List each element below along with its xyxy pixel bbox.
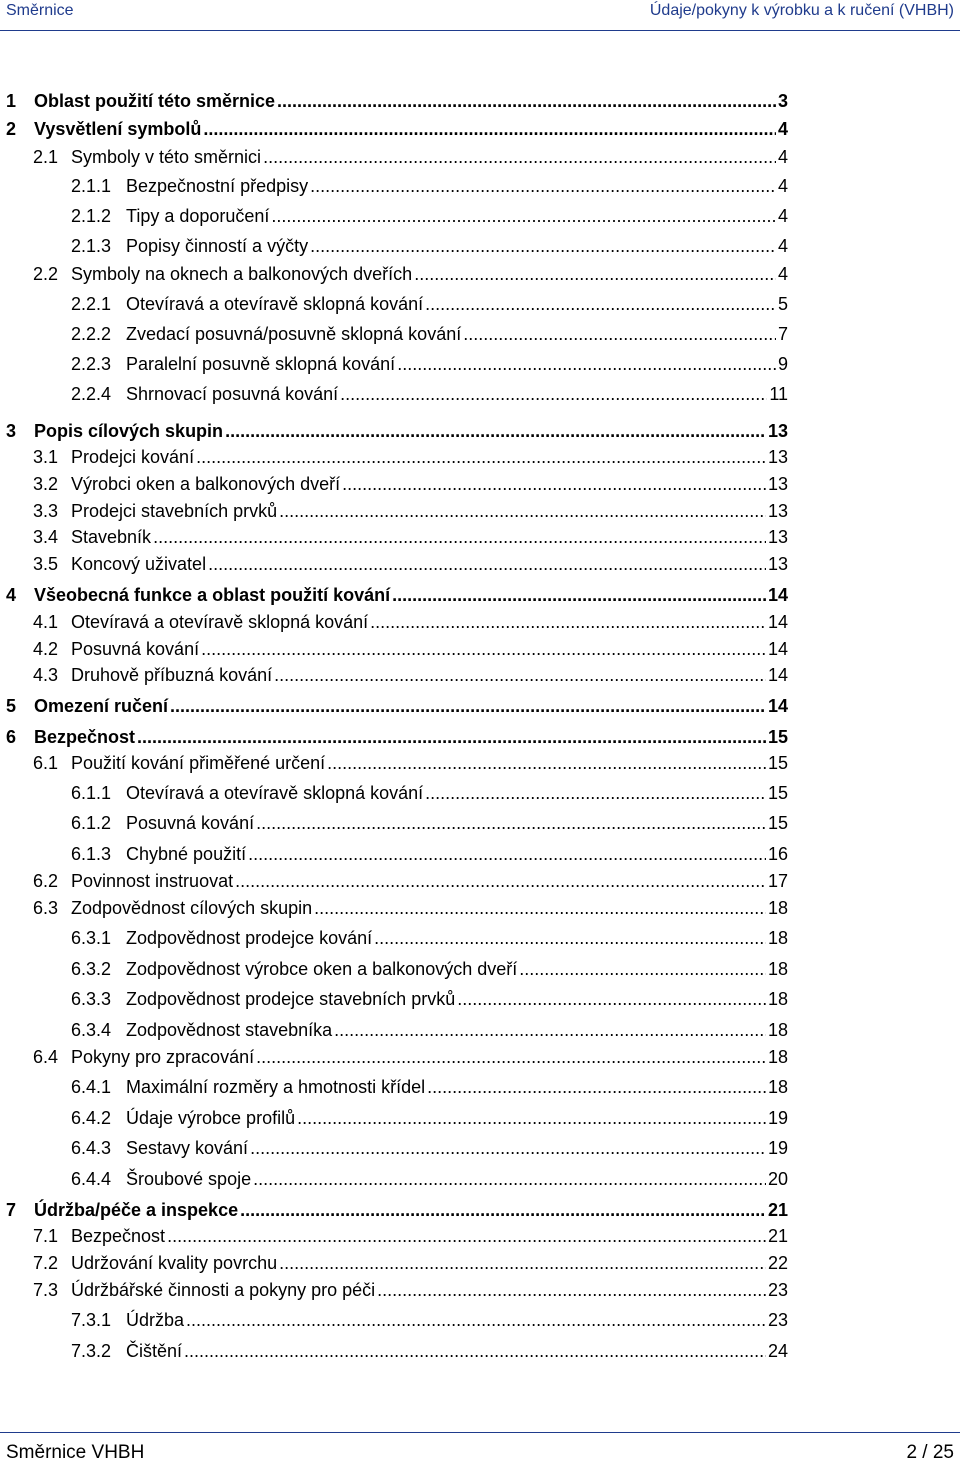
toc-dot-leader xyxy=(427,1077,766,1098)
toc-entry-title: Údaje výrobce profilů xyxy=(126,1108,296,1128)
toc-dot-leader xyxy=(250,1138,766,1159)
toc-entry-number: 2.1.3 xyxy=(71,236,112,256)
toc-entry[interactable] xyxy=(6,176,788,200)
toc-entry-number: 2.1 xyxy=(33,147,59,167)
toc-entry-title: Bezpečnost xyxy=(71,1226,166,1246)
toc-entry-number: 3.1 xyxy=(33,447,59,467)
toc-entry[interactable] xyxy=(6,1077,788,1101)
toc-entry-number: 2 xyxy=(6,119,17,139)
toc-entry-page: 19 xyxy=(767,1108,788,1128)
toc-entry-number: 2.2 xyxy=(33,264,59,284)
toc-dot-leader xyxy=(327,753,766,774)
toc-entry-page: 13 xyxy=(767,554,788,574)
toc-dot-leader xyxy=(186,1310,766,1331)
toc-entry[interactable] xyxy=(6,612,788,636)
toc-entry-number: 4.3 xyxy=(33,665,59,685)
toc-entry-number: 1 xyxy=(6,91,17,111)
toc-dot-leader xyxy=(340,384,767,405)
toc-dot-leader xyxy=(256,1047,766,1068)
toc-entry-title: Šroubové spoje xyxy=(126,1169,252,1189)
toc-entry-page: 4 xyxy=(777,119,788,139)
toc-entry-page: 22 xyxy=(767,1253,788,1273)
toc-entry-number: 7.3.1 xyxy=(71,1310,112,1330)
toc-entry[interactable] xyxy=(6,447,788,471)
toc-entry-number: 6.3.3 xyxy=(71,989,112,1009)
header-document-type: Směrnice xyxy=(6,2,74,19)
toc-entry-page: 15 xyxy=(767,727,788,747)
toc-entry-title: Výrobci oken a balkonových dveří xyxy=(71,474,341,494)
toc-entry[interactable] xyxy=(6,696,788,720)
toc-entry-page: 5 xyxy=(777,294,788,314)
toc-dot-leader xyxy=(274,665,766,686)
toc-entry-title: Otevíravá a otevíravě sklopná kování xyxy=(71,612,369,632)
toc-entry-title: Maximální rozměry a hmotnosti křídel xyxy=(126,1077,426,1097)
toc-entry-page: 4 xyxy=(777,147,788,167)
toc-entry[interactable] xyxy=(6,119,788,143)
toc-dot-leader xyxy=(208,554,766,575)
toc-entry-page: 13 xyxy=(767,474,788,494)
toc-entry[interactable] xyxy=(6,1253,788,1277)
toc-dot-leader xyxy=(279,501,766,522)
toc-entry-title: Povinnost instruovat xyxy=(71,871,234,891)
toc-entry-title: Udržování kvality povrchu xyxy=(71,1253,278,1273)
toc-entry-page: 18 xyxy=(767,989,788,1009)
toc-entry-number: 6.3.2 xyxy=(71,959,112,979)
toc-entry-number: 6.4.1 xyxy=(71,1077,112,1097)
toc-dot-leader xyxy=(519,959,766,980)
toc-dot-leader xyxy=(392,585,766,606)
toc-entry-page: 16 xyxy=(767,844,788,864)
toc-entry-title: Zodpovědnost výrobce oken a balkonových dveří xyxy=(126,959,518,979)
toc-entry-page: 14 xyxy=(767,639,788,659)
toc-entry-page: 7 xyxy=(777,324,788,344)
toc-entry-number: 2.2.3 xyxy=(71,354,112,374)
toc-dot-leader xyxy=(263,147,776,168)
toc-dot-leader xyxy=(457,989,766,1010)
toc-entry-page: 24 xyxy=(767,1341,788,1361)
toc-dot-leader xyxy=(137,727,766,748)
toc-entry-title: Popis cílových skupin xyxy=(34,421,224,441)
toc-entry[interactable] xyxy=(6,91,788,115)
toc-entry-title: Popisy činností a výčty xyxy=(126,236,309,256)
toc-entry-number: 3.3 xyxy=(33,501,59,521)
toc-entry-number: 6.1 xyxy=(33,753,59,773)
toc-entry[interactable] xyxy=(6,813,788,837)
toc-dot-leader xyxy=(397,354,776,375)
toc-entry-number: 7.1 xyxy=(33,1226,59,1246)
toc-entry-page: 18 xyxy=(767,1077,788,1097)
toc-entry-number: 6.3 xyxy=(33,898,59,918)
toc-entry-number: 3.2 xyxy=(33,474,59,494)
toc-entry[interactable] xyxy=(6,989,788,1013)
toc-entry-title: Druhově příbuzná kování xyxy=(71,665,273,685)
toc-entry[interactable] xyxy=(6,421,788,445)
toc-entry[interactable] xyxy=(6,871,788,895)
toc-dot-leader xyxy=(184,1341,766,1362)
toc-entry[interactable] xyxy=(6,727,788,751)
toc-dot-leader xyxy=(310,236,776,257)
toc-entry-title: Čištění xyxy=(126,1341,183,1361)
toc-entry-number: 5 xyxy=(6,696,17,716)
toc-entry-number: 2.2.4 xyxy=(71,384,112,404)
toc-entry-page: 18 xyxy=(767,959,788,979)
toc-entry-page: 13 xyxy=(767,527,788,547)
toc-entry-page: 15 xyxy=(767,753,788,773)
header-document-title: Údaje/pokyny k výrobku a k ručení (VHBH) xyxy=(649,2,954,19)
toc-entry[interactable] xyxy=(6,1138,788,1162)
toc-entry-page: 18 xyxy=(767,1047,788,1067)
toc-entry-title: Symboly na oknech a balkonových dveřích xyxy=(71,264,413,284)
toc-entry-page: 21 xyxy=(767,1200,788,1220)
toc-entry-page: 17 xyxy=(767,871,788,891)
toc-entry-number: 6.4 xyxy=(33,1047,59,1067)
toc-entry-page: 11 xyxy=(769,384,788,404)
toc-entry-title: Údržbářské činnosti a pokyny pro péči xyxy=(71,1280,376,1300)
toc-dot-leader xyxy=(170,696,766,717)
toc-entry-page: 20 xyxy=(767,1169,788,1189)
toc-entry[interactable] xyxy=(6,1108,788,1132)
toc-entry-page: 15 xyxy=(767,783,788,803)
toc-entry-title: Údržba/péče a inspekce xyxy=(34,1200,239,1220)
toc-dot-leader xyxy=(370,612,766,633)
toc-dot-leader xyxy=(297,1108,766,1129)
toc-entry[interactable] xyxy=(6,585,788,609)
toc-entry[interactable] xyxy=(6,1047,788,1071)
toc-entry[interactable] xyxy=(6,753,788,777)
toc-dot-leader xyxy=(334,1020,766,1041)
toc-entry-title: Sestavy kování xyxy=(126,1138,249,1158)
toc-entry[interactable] xyxy=(6,1200,788,1224)
toc-entry-number: 7 xyxy=(6,1200,17,1220)
toc-entry-title: Koncový uživatel xyxy=(71,554,207,574)
toc-entry-page: 4 xyxy=(777,206,788,226)
toc-entry[interactable] xyxy=(6,474,788,498)
toc-entry-page: 13 xyxy=(767,421,788,441)
toc-entry-title: Posuvná kování xyxy=(71,639,200,659)
toc-entry-number: 4.2 xyxy=(33,639,59,659)
toc-dot-leader xyxy=(203,119,776,140)
toc-entry-number: 2.1.2 xyxy=(71,206,112,226)
toc-entry-page: 18 xyxy=(767,928,788,948)
toc-dot-leader xyxy=(256,813,766,834)
toc-entry-number: 7.3 xyxy=(33,1280,59,1300)
toc-entry[interactable] xyxy=(6,1341,788,1365)
toc-entry-number: 7.2 xyxy=(33,1253,59,1273)
toc-dot-leader xyxy=(271,206,776,227)
toc-entry-title: Zodpovědnost prodejce stavebních prvků xyxy=(126,989,456,1009)
toc-entry-number: 2.2.1 xyxy=(71,294,112,314)
toc-entry-title: Zodpovědnost stavebníka xyxy=(126,1020,333,1040)
toc-entry-title: Posuvná kování xyxy=(126,813,255,833)
toc-entry-title: Omezení ručení xyxy=(34,696,169,716)
toc-entry-number: 6.1.1 xyxy=(71,783,112,803)
toc-entry[interactable] xyxy=(6,959,788,983)
toc-dot-leader xyxy=(225,421,766,442)
toc-dot-leader xyxy=(201,639,766,660)
toc-dot-leader xyxy=(196,447,766,468)
toc-entry-page: 18 xyxy=(767,898,788,918)
toc-dot-leader xyxy=(279,1253,766,1274)
toc-entry-title: Všeobecná funkce a oblast použití kování xyxy=(34,585,391,605)
toc-entry[interactable] xyxy=(6,783,788,807)
toc-entry-page: 19 xyxy=(767,1138,788,1158)
toc-entry-title: Symboly v této směrnici xyxy=(71,147,262,167)
toc-entry-number: 6.3.1 xyxy=(71,928,112,948)
toc-entry-title: Vysvětlení symbolů xyxy=(34,119,202,139)
toc-entry-number: 6.4.4 xyxy=(71,1169,112,1189)
toc-entry-page: 14 xyxy=(767,585,788,605)
toc-entry-title: Bezpečnost xyxy=(34,727,136,747)
toc-entry-title: Shrnovací posuvná kování xyxy=(126,384,339,404)
toc-entry-number: 6.1.2 xyxy=(71,813,112,833)
toc-dot-leader xyxy=(240,1200,766,1221)
toc-entry-title: Prodejci kování xyxy=(71,447,195,467)
toc-entry-number: 6.4.2 xyxy=(71,1108,112,1128)
toc-dot-leader xyxy=(425,783,766,804)
toc-entry-page: 14 xyxy=(767,696,788,716)
toc-entry[interactable] xyxy=(6,1226,788,1250)
toc-dot-leader xyxy=(235,871,766,892)
toc-dot-leader xyxy=(277,91,776,112)
toc-entry[interactable] xyxy=(6,384,788,408)
toc-entry-page: 14 xyxy=(767,612,788,632)
toc-entry-page: 4 xyxy=(777,176,788,196)
toc-dot-leader xyxy=(167,1226,766,1247)
toc-entry-title: Bezpečnostní předpisy xyxy=(126,176,309,196)
toc-entry-page: 4 xyxy=(777,236,788,256)
toc-entry-number: 6.4.3 xyxy=(71,1138,112,1158)
toc-entry-title: Zodpovědnost cílových skupin xyxy=(71,898,313,918)
toc-dot-leader xyxy=(314,898,766,919)
toc-entry-title: Paralelní posuvně sklopná kování xyxy=(126,354,396,374)
toc-entry[interactable] xyxy=(6,554,788,578)
toc-entry-number: 3.4 xyxy=(33,527,59,547)
toc-entry-title: Otevíravá a otevíravě sklopná kování xyxy=(126,783,424,803)
toc-entry[interactable] xyxy=(6,294,788,318)
toc-entry[interactable] xyxy=(6,1020,788,1044)
toc-dot-leader xyxy=(377,1280,766,1301)
toc-entry-page: 18 xyxy=(767,1020,788,1040)
toc-entry-number: 2.2.2 xyxy=(71,324,112,344)
toc-entry[interactable] xyxy=(6,264,788,288)
toc-entry[interactable] xyxy=(6,665,788,689)
toc-entry-page: 13 xyxy=(767,501,788,521)
toc-entry-number: 6.3.4 xyxy=(71,1020,112,1040)
toc-entry-title: Zodpovědnost prodejce kování xyxy=(126,928,373,948)
toc-entry-page: 13 xyxy=(767,447,788,467)
toc-dot-leader xyxy=(253,1169,766,1190)
toc-entry-number: 7.3.2 xyxy=(71,1341,112,1361)
toc-dot-leader xyxy=(374,928,766,949)
toc-entry-number: 4.1 xyxy=(33,612,59,632)
toc-entry-page: 15 xyxy=(767,813,788,833)
toc-entry-number: 6.2 xyxy=(33,871,59,891)
toc-entry[interactable] xyxy=(6,1169,788,1193)
toc-entry-page: 23 xyxy=(767,1280,788,1300)
toc-entry-title: Použití kování přiměřené určení xyxy=(71,753,326,773)
toc-entry-page: 21 xyxy=(767,1226,788,1246)
toc-entry-title: Zvedací posuvná/posuvně sklopná kování xyxy=(126,324,462,344)
toc-entry[interactable] xyxy=(6,354,788,378)
toc-entry-page: 3 xyxy=(777,91,788,111)
toc-dot-leader xyxy=(342,474,766,495)
toc-entry[interactable] xyxy=(6,147,788,171)
toc-entry[interactable] xyxy=(6,639,788,663)
toc-entry[interactable] xyxy=(6,324,788,348)
toc-dot-leader xyxy=(153,527,766,548)
toc-entry[interactable] xyxy=(6,527,788,551)
footer-document-name: Směrnice VHBH xyxy=(6,1442,145,1463)
toc-entry-title: Prodejci stavebních prvků xyxy=(71,501,278,521)
toc-entry-number: 6.1.3 xyxy=(71,844,112,864)
toc-entry[interactable] xyxy=(6,1280,788,1304)
toc-entry-number: 3 xyxy=(6,421,17,441)
toc-entry-number: 4 xyxy=(6,585,17,605)
toc-entry-title: Oblast použití této směrnice xyxy=(34,91,276,111)
toc-entry[interactable] xyxy=(6,898,788,922)
toc-entry[interactable] xyxy=(6,236,788,260)
toc-entry[interactable] xyxy=(6,928,788,952)
toc-dot-leader xyxy=(425,294,776,315)
toc-entry-title: Pokyny pro zpracování xyxy=(71,1047,255,1067)
toc-dot-leader xyxy=(248,844,766,865)
toc-entry-title: Údržba xyxy=(126,1310,185,1330)
header-divider xyxy=(0,30,960,31)
toc-entry-title: Chybné použití xyxy=(126,844,247,864)
toc-entry[interactable] xyxy=(6,206,788,230)
toc-entry-number: 2.1.1 xyxy=(71,176,112,196)
toc-entry-page: 23 xyxy=(767,1310,788,1330)
toc-entry-page: 9 xyxy=(777,354,788,374)
toc-entry-title: Otevíravá a otevíravě sklopná kování xyxy=(126,294,424,314)
toc-dot-leader xyxy=(414,264,776,285)
toc-entry-number: 3.5 xyxy=(33,554,59,574)
toc-dot-leader xyxy=(463,324,776,345)
toc-dot-leader xyxy=(310,176,776,197)
footer-page-number: 2 / 25 xyxy=(906,1442,954,1463)
toc-entry-page: 4 xyxy=(777,264,788,284)
toc-entry-number: 6 xyxy=(6,727,17,747)
toc-entry[interactable] xyxy=(6,844,788,868)
toc-entry-title: Tipy a doporučení xyxy=(126,206,270,226)
toc-entry[interactable] xyxy=(6,501,788,525)
footer-divider xyxy=(0,1432,960,1433)
toc-entry-title: Stavebník xyxy=(71,527,152,547)
toc-entry-page: 14 xyxy=(767,665,788,685)
toc-entry[interactable] xyxy=(6,1310,788,1334)
